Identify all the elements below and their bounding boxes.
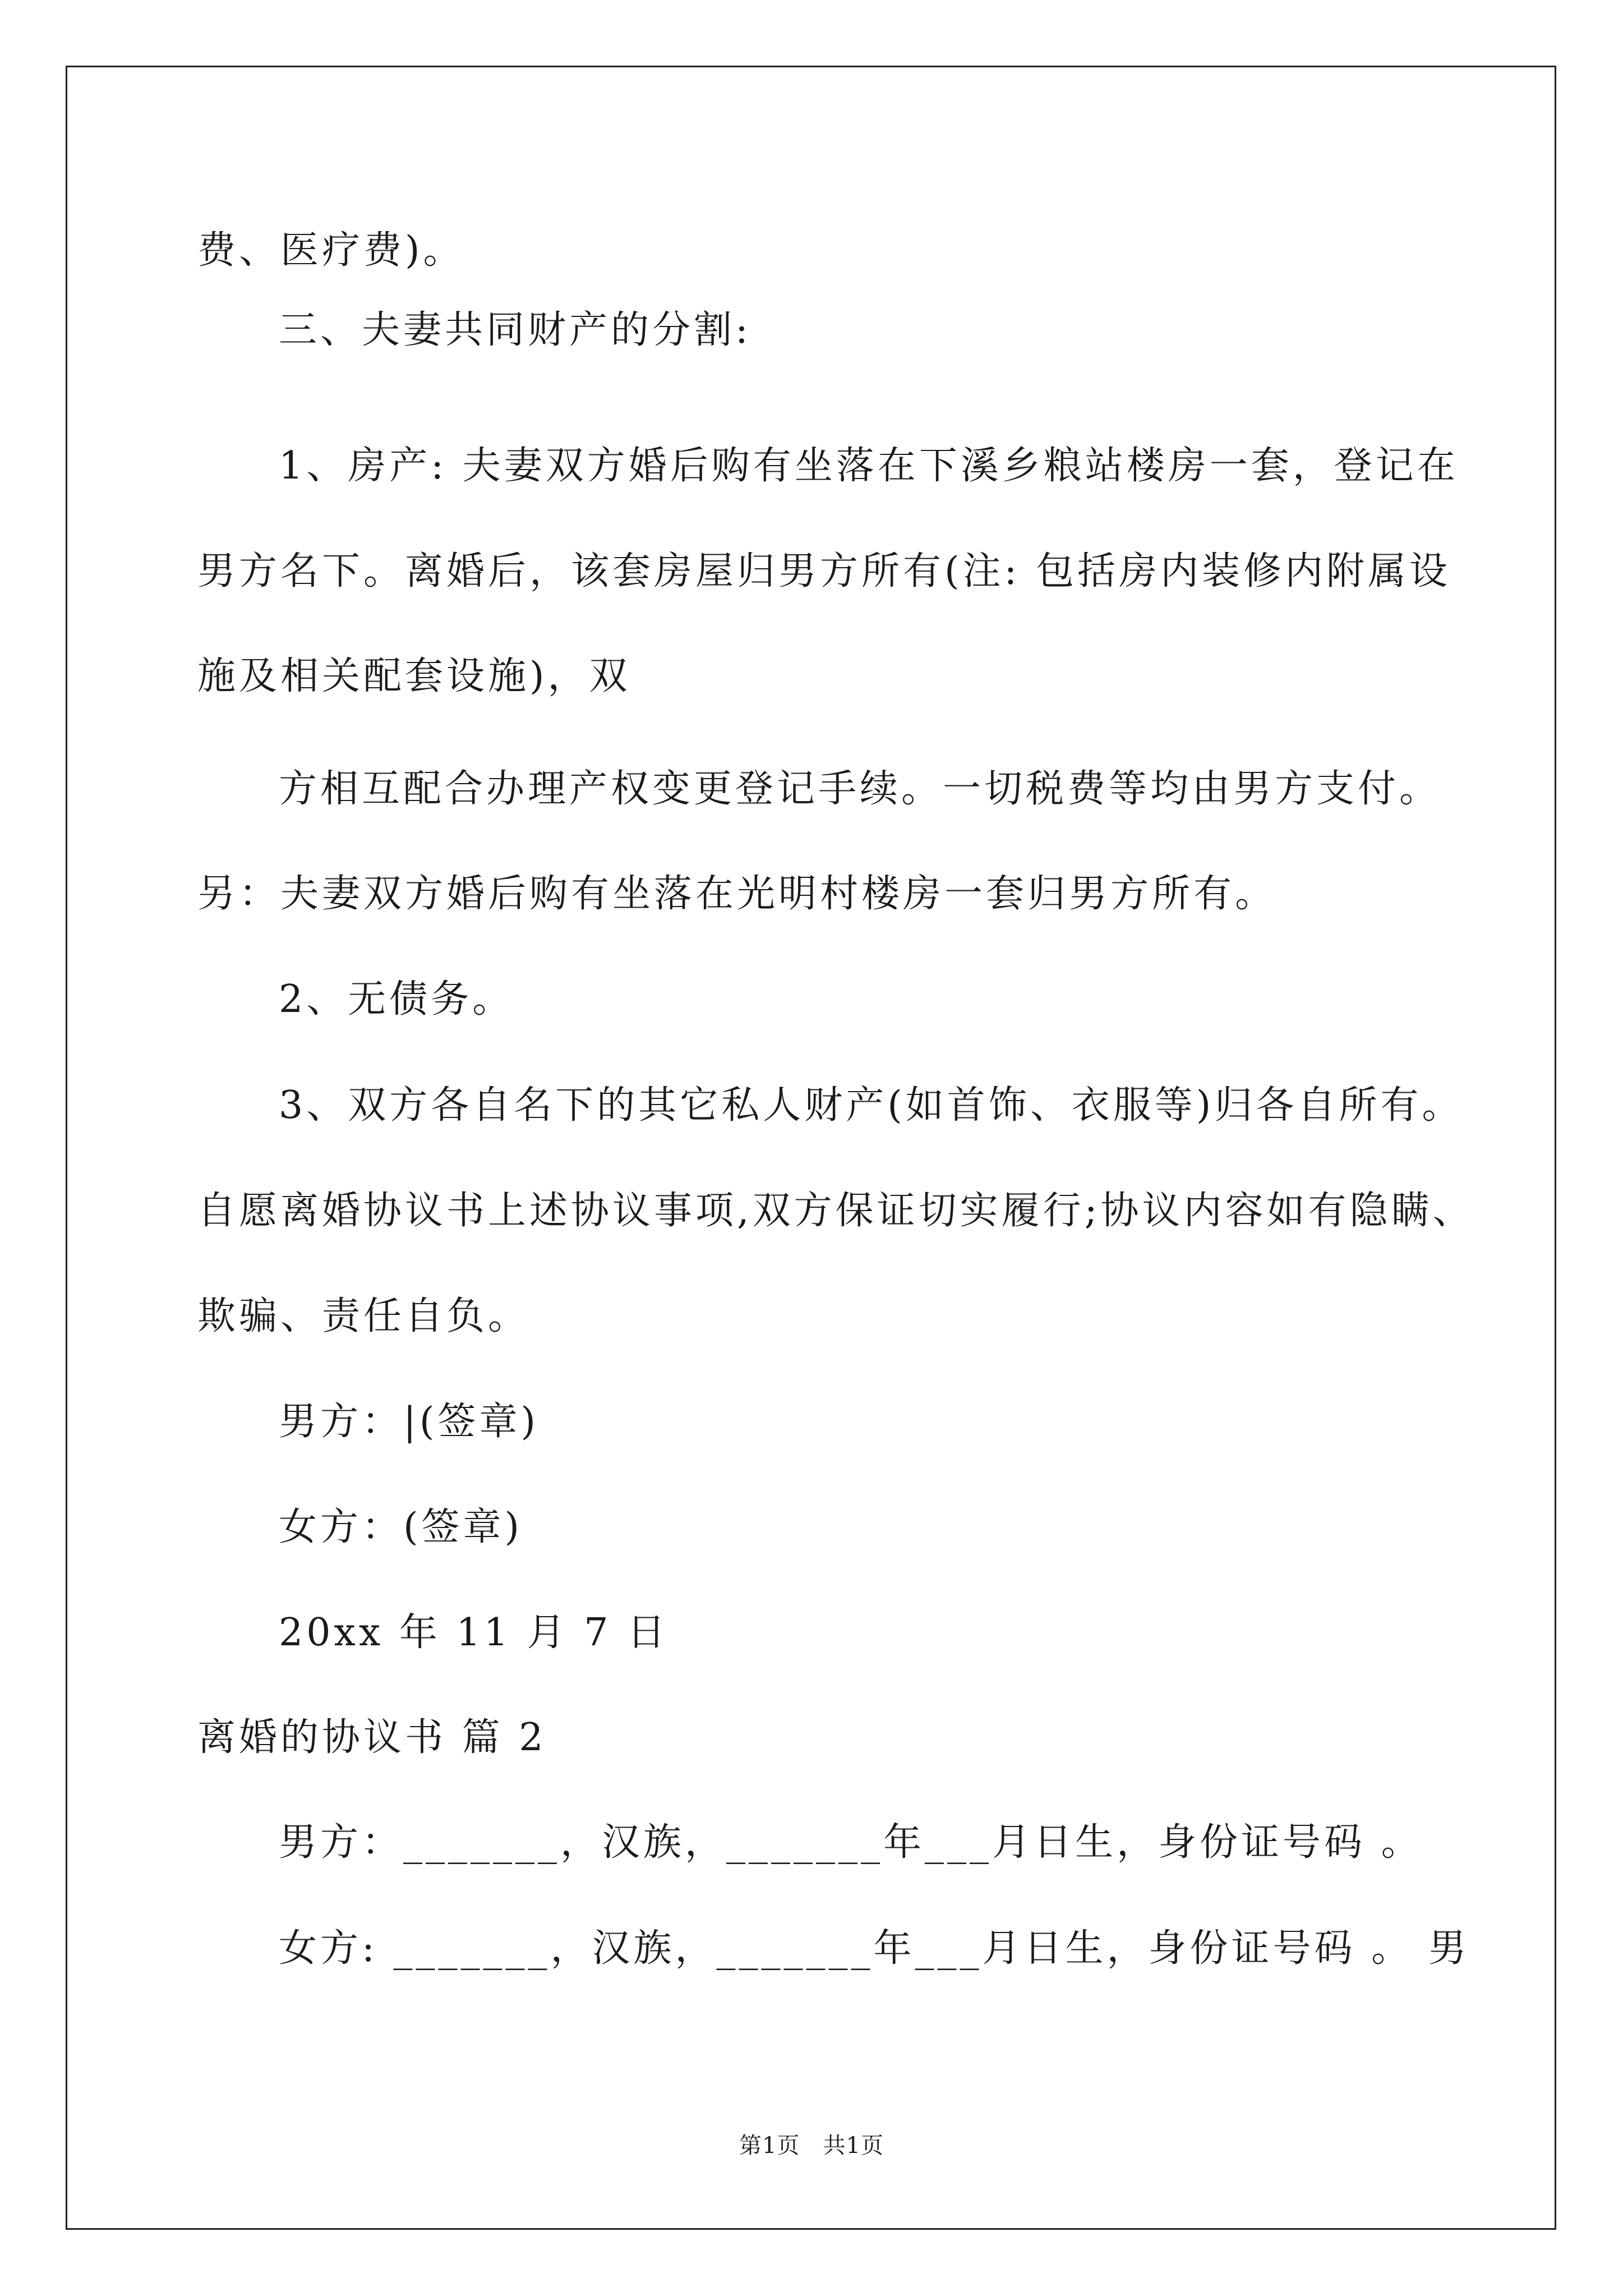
text-line-7: 另：夫妻双方婚后购有坐落在光明村楼房一套归男方所有。 [197,872,1277,916]
text-line-6: 方相互配合办理产权变更登记手续。一切税费等均由男方支付。 [279,767,1441,811]
text-line-1: 费、医疗费)。 [197,228,465,273]
section-title-part2: 离婚的协议书 篇 2 [197,1715,547,1760]
signature-line-female: 女方：(签章) [279,1505,523,1549]
text-line-female-info: 女方: _______，汉族，_______年___月日生，身份证号码 。 男 [279,1926,1470,1971]
text-line-4: 男方名下。离婚后，该套房屋归男方所有(注: 包括房内装修内附属设 [197,549,1451,593]
text-line-3: 1、房产: 夫妻双方婚后购有坐落在下溪乡粮站楼房一套，登记在 [279,444,1459,488]
section-heading-property-division: 三、夫妻共同财产的分割: [279,308,751,352]
text-line-8: 2、无债务。 [279,977,514,1022]
page-number-footer: 第1页 共1页 [739,2133,884,2159]
text-line-11: 欺骗、责任自负。 [197,1294,530,1338]
text-line-5: 施及相关配套设施)，双 [197,654,631,698]
signature-line-male: 男方：|(签章) [279,1400,539,1444]
text-line-10: 自愿离婚协议书上述协议事项,双方保证切实履行;协议内容如有隐瞒、 [197,1189,1474,1233]
text-line-male-info: 男方：_______，汉族，_______年___月日生，身份证号码 。 [279,1820,1423,1865]
page-frame [66,66,1556,2230]
date-line: 20xx 年 11 月 7 日 [279,1611,669,1655]
text-line-9: 3、双方各自名下的其它私人财产(如首饰、衣服等)归各自所有。 [279,1083,1464,1128]
